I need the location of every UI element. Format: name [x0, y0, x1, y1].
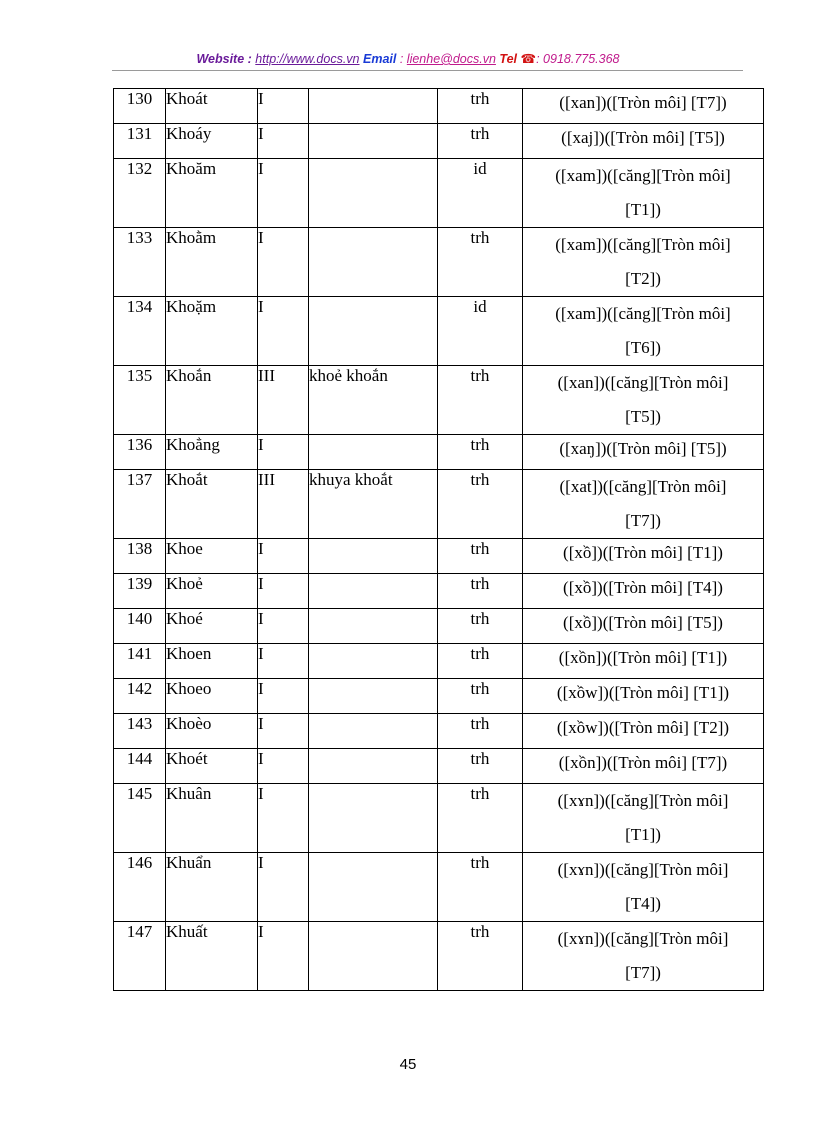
row-number: 140 [114, 609, 166, 644]
table-row [114, 644, 764, 679]
row-transcription [523, 435, 764, 470]
row-number: 142 [114, 679, 166, 714]
row-word: Khoẻ [166, 574, 258, 609]
row-transcription [523, 784, 764, 853]
row-transcription [523, 539, 764, 574]
row-example: khuya khoắt [309, 470, 438, 539]
table-row [114, 539, 764, 574]
row-example [309, 679, 438, 714]
tel-label: Tel [499, 52, 518, 66]
row-number: 135 [114, 366, 166, 435]
row-word: Khoặm [166, 297, 258, 366]
row-transcription [523, 124, 764, 159]
transcription-line: [T6]) [625, 338, 661, 357]
transcription-line: ([xam])([căng][Tròn môi] [555, 235, 731, 254]
row-number: 134 [114, 297, 166, 366]
row-type: I [258, 124, 309, 159]
table-row [114, 297, 764, 366]
table-row [114, 574, 764, 609]
transcription-line: ([xồ])([Tròn môi] [T4]) [563, 578, 723, 597]
row-example: khoẻ khoắn [309, 366, 438, 435]
row-word: Khuất [166, 922, 258, 991]
row-category: trh [438, 574, 523, 609]
table-row [114, 435, 764, 470]
row-type: I [258, 89, 309, 124]
row-category: trh [438, 644, 523, 679]
row-example [309, 228, 438, 297]
row-transcription [523, 366, 764, 435]
row-type: I [258, 784, 309, 853]
row-transcription [523, 609, 764, 644]
table-row [114, 89, 764, 124]
table-row [114, 159, 764, 228]
row-type: I [258, 749, 309, 784]
header-divider [112, 70, 743, 71]
transcription-line: ([xaj])([Tròn môi] [T5]) [561, 128, 725, 147]
row-type: III [258, 470, 309, 539]
phone-icon: ☎ [520, 52, 537, 66]
transcription-line: [T1]) [625, 200, 661, 219]
row-number: 132 [114, 159, 166, 228]
row-example [309, 89, 438, 124]
row-category: trh [438, 228, 523, 297]
row-word: Khoét [166, 749, 258, 784]
table-row [114, 922, 764, 991]
table-row [114, 853, 764, 922]
row-type: I [258, 159, 309, 228]
row-example [309, 159, 438, 228]
row-type: I [258, 297, 309, 366]
row-transcription [523, 89, 764, 124]
row-category: trh [438, 366, 523, 435]
transcription-line: [T1]) [625, 825, 661, 844]
row-type: I [258, 228, 309, 297]
word-table [113, 88, 764, 991]
row-example [309, 539, 438, 574]
transcription-line: [T7]) [625, 963, 661, 982]
page-number: 45 [399, 1056, 417, 1073]
row-number: 139 [114, 574, 166, 609]
transcription-line: ([xồw])([Tròn môi] [T2]) [556, 718, 730, 737]
email-link[interactable]: lienhe@docs.vn [406, 52, 496, 66]
row-number: 146 [114, 853, 166, 922]
row-number: 130 [114, 89, 166, 124]
email-label: Email [363, 52, 397, 66]
row-number: 137 [114, 470, 166, 539]
row-type: I [258, 539, 309, 574]
website-label: Website : [196, 52, 252, 66]
table-row [114, 679, 764, 714]
row-word: Khoẳng [166, 435, 258, 470]
transcription-line: ([xồn])([Tròn môi] [T7]) [558, 753, 728, 772]
row-example [309, 574, 438, 609]
transcription-line: ([xam])([căng][Tròn môi] [555, 304, 731, 323]
row-number: 144 [114, 749, 166, 784]
row-category: trh [438, 749, 523, 784]
row-transcription [523, 470, 764, 539]
row-category: trh [438, 470, 523, 539]
row-transcription [523, 574, 764, 609]
row-example [309, 644, 438, 679]
website-link[interactable]: http://www.docs.vn [255, 52, 360, 66]
row-word: Khoèo [166, 714, 258, 749]
table-row [114, 124, 764, 159]
transcription-line: ([xɤn])([căng][Tròn môi] [557, 791, 729, 810]
row-example [309, 435, 438, 470]
row-type: I [258, 853, 309, 922]
row-type: I [258, 922, 309, 991]
row-transcription [523, 679, 764, 714]
row-type: I [258, 714, 309, 749]
row-example [309, 922, 438, 991]
row-transcription [523, 228, 764, 297]
row-category: trh [438, 714, 523, 749]
row-transcription [523, 644, 764, 679]
row-word: Khoé [166, 609, 258, 644]
transcription-line: ([xɤn])([căng][Tròn môi] [557, 860, 729, 879]
row-example [309, 609, 438, 644]
row-transcription [523, 749, 764, 784]
row-transcription [523, 159, 764, 228]
transcription-line: ([xam])([căng][Tròn môi] [555, 166, 731, 185]
transcription-line: ([xan])([Tròn môi] [T7]) [559, 93, 727, 112]
table-row [114, 714, 764, 749]
row-word: Khuẩn [166, 853, 258, 922]
row-category: trh [438, 435, 523, 470]
row-word: Khuân [166, 784, 258, 853]
row-transcription [523, 922, 764, 991]
row-category: trh [438, 539, 523, 574]
row-category: trh [438, 89, 523, 124]
row-type: I [258, 609, 309, 644]
row-word: Khoăm [166, 159, 258, 228]
row-number: 147 [114, 922, 166, 991]
table-row [114, 366, 764, 435]
row-transcription [523, 714, 764, 749]
page-header [0, 51, 816, 66]
row-category: trh [438, 922, 523, 991]
transcription-line: ([xồ])([Tròn môi] [T5]) [563, 613, 723, 632]
row-word: Khoắn [166, 366, 258, 435]
transcription-line: ([xaŋ])([Tròn môi] [T5]) [559, 439, 727, 458]
row-type: III [258, 366, 309, 435]
transcription-line: ([xat])([căng][Tròn môi] [559, 477, 727, 496]
row-example [309, 853, 438, 922]
row-number: 133 [114, 228, 166, 297]
row-type: I [258, 679, 309, 714]
tel-value: : 0918.775.368 [536, 52, 620, 66]
row-example [309, 124, 438, 159]
transcription-line: [T2]) [625, 269, 661, 288]
table-row [114, 470, 764, 539]
row-number: 141 [114, 644, 166, 679]
table-row [114, 228, 764, 297]
row-number: 136 [114, 435, 166, 470]
transcription-line: [T7]) [625, 511, 661, 530]
row-word: Khoắt [166, 470, 258, 539]
row-category: trh [438, 609, 523, 644]
transcription-line: ([xồ])([Tròn môi] [T1]) [563, 543, 723, 562]
row-word: Khoát [166, 89, 258, 124]
row-word: Khoeo [166, 679, 258, 714]
row-category: id [438, 297, 523, 366]
transcription-line: [T4]) [625, 894, 661, 913]
row-type: I [258, 435, 309, 470]
row-transcription [523, 297, 764, 366]
row-word: Khoáy [166, 124, 258, 159]
row-word: Khoen [166, 644, 258, 679]
transcription-line: ([xɤn])([căng][Tròn môi] [557, 929, 729, 948]
row-category: trh [438, 679, 523, 714]
row-example [309, 297, 438, 366]
row-category: trh [438, 853, 523, 922]
row-example [309, 714, 438, 749]
row-number: 131 [114, 124, 166, 159]
row-example [309, 784, 438, 853]
row-category: trh [438, 784, 523, 853]
row-number: 138 [114, 539, 166, 574]
email-separator: : [396, 52, 404, 66]
table-row [114, 609, 764, 644]
table-row [114, 784, 764, 853]
row-word: Khoằm [166, 228, 258, 297]
row-category: id [438, 159, 523, 228]
transcription-line: ([xồn])([Tròn môi] [T1]) [558, 648, 728, 667]
row-transcription [523, 853, 764, 922]
row-type: I [258, 644, 309, 679]
row-example [309, 749, 438, 784]
row-type: I [258, 574, 309, 609]
table-row [114, 749, 764, 784]
transcription-line: [T5]) [625, 407, 661, 426]
transcription-line: ([xồw])([Tròn môi] [T1]) [556, 683, 730, 702]
row-word: Khoe [166, 539, 258, 574]
row-number: 143 [114, 714, 166, 749]
transcription-line: ([xan])([căng][Tròn môi] [557, 373, 729, 392]
row-category: trh [438, 124, 523, 159]
row-number: 145 [114, 784, 166, 853]
